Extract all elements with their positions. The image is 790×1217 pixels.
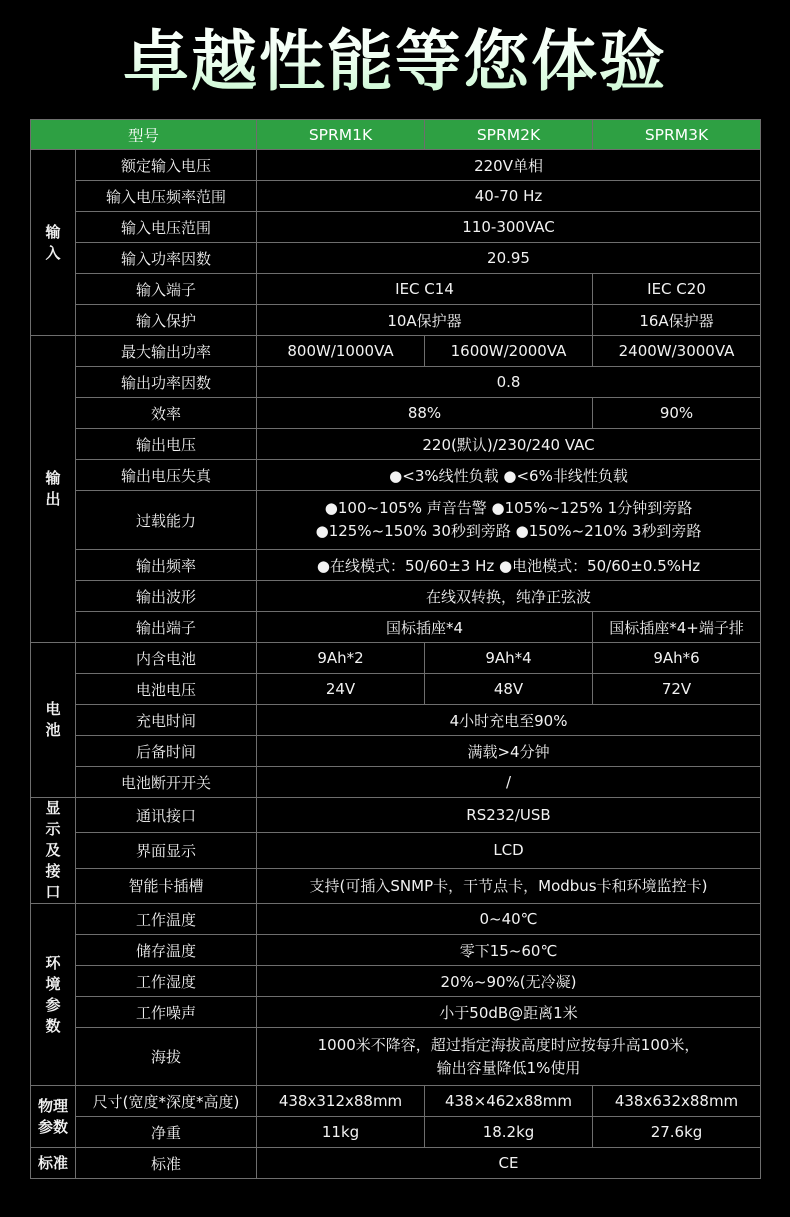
- table-row: [31, 1148, 761, 1179]
- row-value: 4小时充电至90%: [257, 705, 761, 736]
- row-value: 27.6kg: [593, 1117, 761, 1148]
- table-row: [31, 550, 761, 581]
- row-label: 输入电压范围: [76, 212, 257, 243]
- row-label: 输出功率因数: [76, 367, 257, 398]
- table-row: [31, 868, 761, 903]
- row-label: 净重: [76, 1117, 257, 1148]
- spec-table: [30, 119, 761, 1179]
- row-value: CE: [257, 1148, 761, 1179]
- row-value: 438x632x88mm: [593, 1086, 761, 1117]
- overload-line-2: ●125%~150% 30秒到旁路 ●150%~210% 3秒到旁路: [315, 522, 702, 540]
- row-value: 在线双转换，纯净正弦波: [257, 581, 761, 612]
- table-row: [31, 1028, 761, 1086]
- row-label: 尺寸(宽度*深度*高度): [76, 1086, 257, 1117]
- table-row: [31, 212, 761, 243]
- header-model-1: SPRM1K: [257, 120, 425, 150]
- page-title: 卓越性能等您体验: [0, 0, 790, 110]
- row-value: 24V: [257, 674, 425, 705]
- row-value: [257, 491, 761, 550]
- row-value: 1600W/2000VA: [425, 336, 593, 367]
- row-label: 最大输出功率: [76, 336, 257, 367]
- row-value: 0.8: [257, 367, 761, 398]
- table-row: [31, 491, 761, 550]
- row-label: 过载能力: [76, 491, 257, 550]
- row-label: 效率: [76, 398, 257, 429]
- row-label: 工作噪声: [76, 997, 257, 1028]
- group-input: 输入: [31, 150, 76, 336]
- table-row: [31, 1086, 761, 1117]
- row-value: ●<3%线性负载 ●<6%非线性负载: [257, 460, 761, 491]
- table-row: [31, 181, 761, 212]
- table-row: [31, 581, 761, 612]
- row-value: 9Ah*4: [425, 643, 593, 674]
- row-value: 438x312x88mm: [257, 1086, 425, 1117]
- row-value: 2400W/3000VA: [593, 336, 761, 367]
- row-value: IEC C20: [593, 274, 761, 305]
- row-label: 输入保护: [76, 305, 257, 336]
- table-row: [31, 336, 761, 367]
- row-label: 输入功率因数: [76, 243, 257, 274]
- row-value: 10A保护器: [257, 305, 593, 336]
- table-row: [31, 429, 761, 460]
- table-row: [31, 367, 761, 398]
- row-label: 输出波形: [76, 581, 257, 612]
- altitude-line-2: 输出容量降低1%使用: [436, 1058, 581, 1077]
- table-row: [31, 460, 761, 491]
- row-value: 16A保护器: [593, 305, 761, 336]
- row-value: 国标插座*4: [257, 612, 593, 643]
- row-value: 支持(可插入SNMP卡，干节点卡，Modbus卡和环境监控卡): [257, 868, 761, 903]
- table-row: [31, 398, 761, 429]
- row-value: 48V: [425, 674, 593, 705]
- table-row: [31, 798, 761, 833]
- table-row: [31, 997, 761, 1028]
- row-label: 后备时间: [76, 736, 257, 767]
- row-value: 72V: [593, 674, 761, 705]
- group-output: 输出: [31, 336, 76, 643]
- row-value: 20.95: [257, 243, 761, 274]
- table-row: [31, 150, 761, 181]
- row-label: 充电时间: [76, 705, 257, 736]
- row-value: 国标插座*4+端子排: [593, 612, 761, 643]
- row-label: 工作温度: [76, 904, 257, 935]
- row-label: 工作湿度: [76, 966, 257, 997]
- table-row: [31, 935, 761, 966]
- table-row: [31, 274, 761, 305]
- row-label: 标准: [76, 1148, 257, 1179]
- group-physical: 物理参数: [31, 1086, 76, 1148]
- row-label: 通讯接口: [76, 798, 257, 833]
- altitude-line-1: 1000米不降容，超过指定海拔高度时应按每升高100米，: [317, 1035, 700, 1054]
- row-value: RS232/USB: [257, 798, 761, 833]
- row-value: 9Ah*2: [257, 643, 425, 674]
- table-row: [31, 767, 761, 798]
- row-label: 界面显示: [76, 833, 257, 868]
- header-model-3: SPRM3K: [593, 120, 761, 150]
- table-row: [31, 966, 761, 997]
- table-row: [31, 705, 761, 736]
- row-value: 18.2kg: [425, 1117, 593, 1148]
- row-value: 88%: [257, 398, 593, 429]
- row-label: 输出电压失真: [76, 460, 257, 491]
- table-row: [31, 305, 761, 336]
- row-value: 220V单相: [257, 150, 761, 181]
- row-value: /: [257, 767, 761, 798]
- row-label: 海拔: [76, 1028, 257, 1086]
- header-row: [31, 120, 761, 150]
- group-standard: 标准: [31, 1148, 76, 1179]
- row-label: 电池断开开关: [76, 767, 257, 798]
- group-display: 显示及接口: [31, 798, 76, 904]
- row-value: 20%~90%(无冷凝): [257, 966, 761, 997]
- table-row: [31, 833, 761, 868]
- row-label: 输入电压频率范围: [76, 181, 257, 212]
- row-value: 40-70 Hz: [257, 181, 761, 212]
- row-value: 90%: [593, 398, 761, 429]
- table-row: [31, 243, 761, 274]
- group-env: 环境参数: [31, 904, 76, 1086]
- table-row: [31, 1117, 761, 1148]
- row-value: 0~40℃: [257, 904, 761, 935]
- row-label: 输入端子: [76, 274, 257, 305]
- row-value: 220(默认)/230/240 VAC: [257, 429, 761, 460]
- row-label: 智能卡插槽: [76, 868, 257, 903]
- table-row: [31, 674, 761, 705]
- row-value: ●在线模式：50/60±3 Hz ●电池模式：50/60±0.5%Hz: [257, 550, 761, 581]
- table-row: [31, 736, 761, 767]
- row-value: 438×462x88mm: [425, 1086, 593, 1117]
- row-label: 输出电压: [76, 429, 257, 460]
- row-label: 储存温度: [76, 935, 257, 966]
- row-label: 输出端子: [76, 612, 257, 643]
- table-row: [31, 612, 761, 643]
- overload-line-1: ●100~105% 声音告警 ●105%~125% 1分钟到旁路: [324, 499, 693, 517]
- table-row: [31, 643, 761, 674]
- row-label: 输出频率: [76, 550, 257, 581]
- row-value: 9Ah*6: [593, 643, 761, 674]
- row-value: 800W/1000VA: [257, 336, 425, 367]
- table-row: [31, 904, 761, 935]
- header-model-label: 型号: [31, 120, 257, 150]
- row-value: IEC C14: [257, 274, 593, 305]
- row-value: 零下15~60℃: [257, 935, 761, 966]
- row-value: [257, 1028, 761, 1086]
- row-label: 额定输入电压: [76, 150, 257, 181]
- row-label: 电池电压: [76, 674, 257, 705]
- group-battery: 电池: [31, 643, 76, 798]
- row-label: 内含电池: [76, 643, 257, 674]
- row-value: 小于50dB@距离1米: [257, 997, 761, 1028]
- row-value: 11kg: [257, 1117, 425, 1148]
- row-value: LCD: [257, 833, 761, 868]
- header-model-2: SPRM2K: [425, 120, 593, 150]
- row-value: 110-300VAC: [257, 212, 761, 243]
- row-value: 满载>4分钟: [257, 736, 761, 767]
